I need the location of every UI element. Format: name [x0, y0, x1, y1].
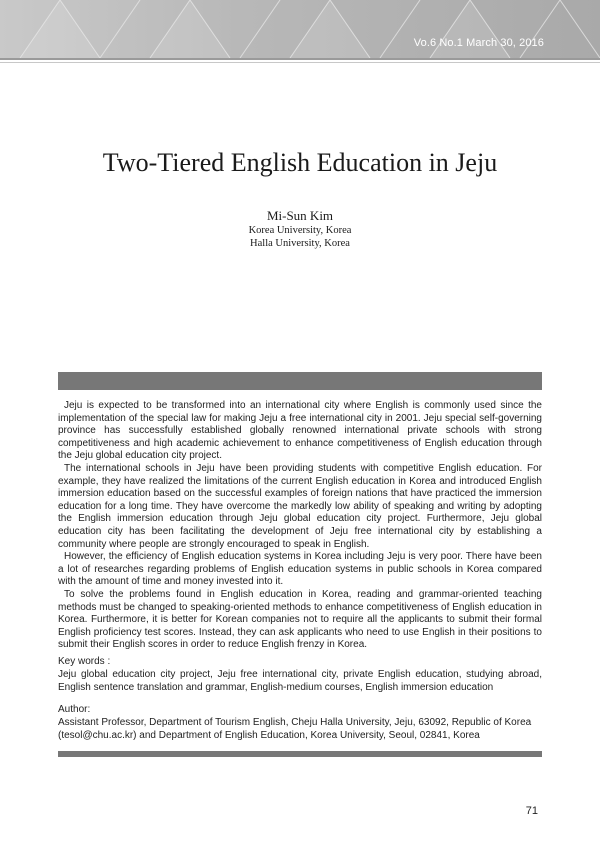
abstract: [58, 400, 542, 652]
abstract-paragraph: However, the efficiency of English education systems in Korea including Jeju is very poor. There have been a lot of researches regarding problems of English education systems in public schools in Korea compared with the amount of time and money invested into it.: [58, 551, 542, 588]
abstract-paragraph: To solve the problems found in English education in Korea, reading and grammar-oriented teaching methods must be changed to speaking-oriented methods to enhance competitiveness of English education in Korea. Furthermore, it is better for Korean companies not to require all the applicants to submit their formal English proficiency test scores. Instead, they can ask applicants who need to use English in their positions to submit their English scores in order to reduce English frenzy in Korea.: [58, 588, 542, 651]
author-name: Mi-Sun Kim: [266, 208, 334, 223]
abstract-paragraph: Jeju is expected to be transformed into an international city where English is commonly used since the implementation of the special law for making Jeju a free international city in 2001. Jeju special self-governing province has successfully established globally renowned international private schools with strong competitiveness and high academic achievement to enhance competitiveness of English education through the Jeju global education city project.: [58, 400, 542, 462]
affiliation-1: Korea University, Korea: [248, 225, 352, 236]
abstract-top-bar: [58, 372, 542, 390]
header-banner: [0, 0, 600, 58]
author-info-heading: Author:: [58, 704, 91, 715]
issue-info: Vo.6 No.1 March 30, 2016: [413, 37, 544, 49]
abstract-bottom-bar: [58, 751, 542, 757]
keywords-text: Jeju global education city project, Jeju free international city, private English education, studying abroad, English sentence translation and grammar, English-medium courses, English immersion education: [58, 669, 542, 693]
abstract-paragraph: The international schools in Jeju have been providing students with competitive English education. For example, they have realized the limitations of the current English education in Korea and introduced English immersion education based on the successful examples of foreign nations that have practiced the immersion education for a long time. They have overcome the markedly low ability of speaking and writing by adopting the English immersion education through Jeju global education city project. Furthermore, Jeju global education city has been facilitating the development of Jeju free international city by establishing a community where people are strongly encouraged to speak in English.: [58, 462, 542, 550]
header-decoration: [0, 0, 600, 58]
author-info-text: Assistant Professor, Department of Tourism English, Cheju Halla University, Jeju, 63092, Republic of Korea (tesol@chu.ac.kr) and Department of English Education, Korea University, Seoul, 02841, Korea: [58, 717, 532, 741]
affiliation-2: Halla University, Korea: [250, 238, 350, 249]
keywords-heading: Key words :: [58, 656, 111, 667]
header-divider: [0, 58, 600, 60]
paper-title: Two-Tiered English Education in Jeju: [102, 148, 498, 177]
page-number: 71: [525, 805, 538, 817]
header-divider-thin: [0, 62, 600, 63]
